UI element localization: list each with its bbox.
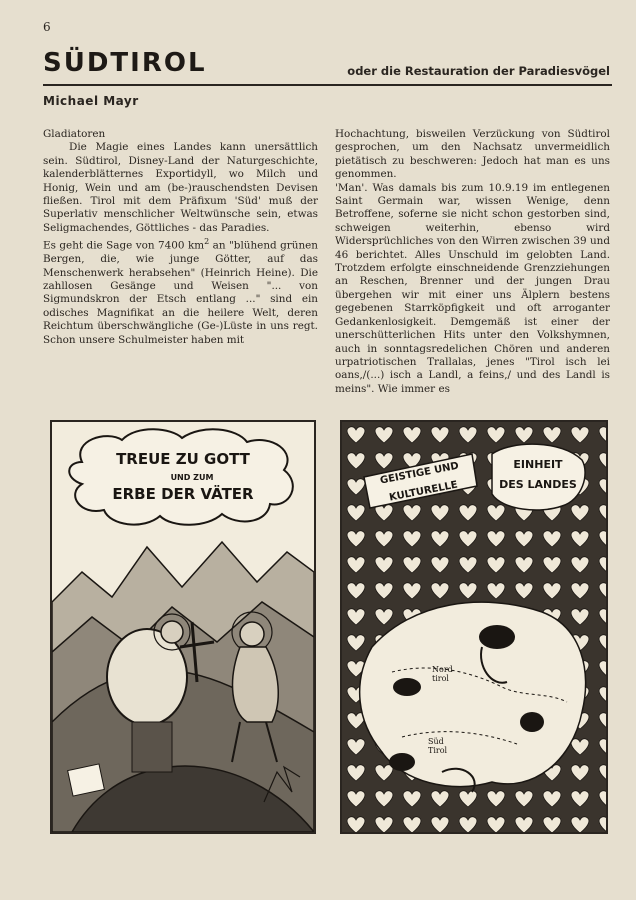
cartoon-right-drawing [342, 422, 606, 832]
paragraph-4: 'Man'. Was damals bis zum 10.9.19 im entlegenen Saint Germain war, wissen Wenige, denn Betroffene, soferne sie nicht schon gestorben sind, schweigen weiterhin, ebenso wird Widersprüchliches von den Wirren zwischen 39 und 46 berichtet. Alles Unschuld im gelobten Land. Trotzdem erfolgte einschneidende Grenzziehungen an Reschen, Brenner und der jungen Drau übergehen wir mit einer uns Älplern bestens gegebenen Starrköpfigkeit und oft arroganter Gedankenlosigkeit. Demgemäß ist einer der unerschütterlichen Hits unter den Volkshymnen, auch in sonntagsredelichen Chören und anderen urpatriotischen Trallalas, jenes "Tirol isch lei oans,/(...) isch a Landl, a feins,/ und des Landl is meins". Wie immer es [335, 181, 610, 395]
masthead-rule [43, 84, 612, 86]
paragraph-2-rest: an "blühend grünen Bergen, die, wie junge Götter, auf das Menschenwerk herabsehen" (Heinrich Heine). Die zahllosen Gesänge und Weisen "... von Sigmundskron der Etsch entlang ..." sind ein odisches Magnifikat an die heilere Welt, deren Reichtum überschwängliche (Ge-)Lüste in uns regt. Schon unsere Schulmeister haben mit [43, 239, 318, 346]
paragraph-2-start: Es geht die Sage von 7400 km [43, 239, 205, 252]
page-number: 6 [43, 20, 51, 34]
cartoon-right-banner-a: GEISTIGE UND [379, 460, 460, 487]
cartoon-right-label-nord: Nord [432, 665, 453, 674]
superscript: 2 [204, 237, 210, 247]
cartoon-right-banner-d: DES LANDES [499, 478, 577, 491]
cartoon-left-line3: ERBE DER VÄTER [112, 485, 254, 503]
cartoon-right-label-sued-tirol: Tirol [428, 746, 448, 755]
cartoon-treue-zu-gott [50, 420, 316, 834]
cartoon-einheit-des-landes [340, 420, 608, 834]
paragraph-1: Die Magie eines Landes kann unersättlich sein. Südtirol, Disney-Land der Naturgeschichte, kalenderblätternes Exportidyll, wo Milch und Honig, Wein und am (be-)rauschendsten Devisen fließen. Tirol mit dem Präfixum 'Süd' muß der Superlativ menschlicher Weltwünsche sein, etwas Seligmachendes, Göttliches - das Paradies. [43, 141, 318, 234]
masthead-subtitle: oder die Restauration der Paradiesvögel [347, 64, 610, 78]
cartoon-left-drawing [52, 422, 314, 832]
cartoon-right-banner-b: KULTURELLE [388, 479, 459, 504]
cartoon-right-label-sued: Süd [428, 737, 444, 746]
paragraph-3: Hochachtung, bisweilen Verzückung von Südtirol gesprochen, um den Nachsatz unvermeidlich pietätisch zu beschweren: Jedoch hat man es uns genommen. [335, 128, 610, 181]
author-name: Michael Mayr [43, 94, 139, 108]
paragraph-2 [43, 235, 318, 347]
section-heading: Gladiatoren [43, 128, 106, 140]
article-column-left [43, 128, 318, 347]
masthead-title: SÜDTIROL [43, 48, 207, 78]
cartoon-left-line2: UND ZUM [170, 473, 214, 482]
cartoon-left-line1: TREUE ZU GOTT [116, 450, 250, 468]
cartoon-right-label-nord-tirol: tirol [432, 674, 449, 683]
article-column-right [335, 128, 610, 396]
cartoon-right-banner-c: EINHEIT [513, 458, 563, 471]
